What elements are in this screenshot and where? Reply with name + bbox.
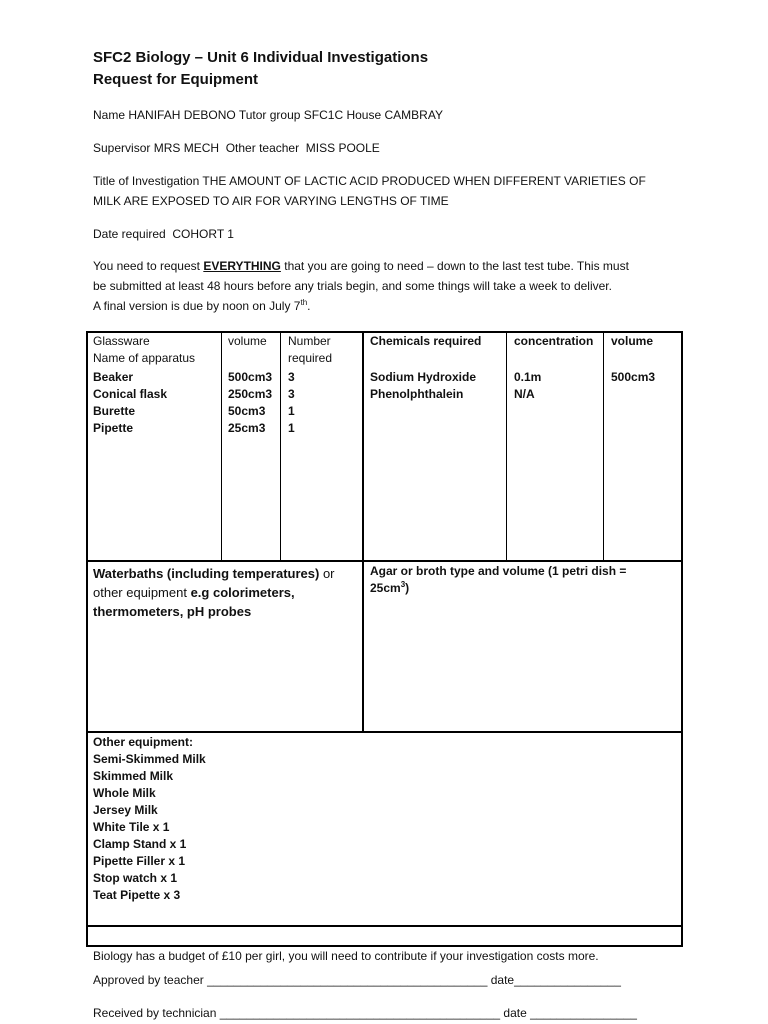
tutor-group-value: SFC1C (303, 108, 344, 122)
investigation-title-line1 (93, 172, 646, 191)
instruction-superscript: th (300, 298, 308, 307)
agar-superscript: 3 (400, 580, 406, 589)
list-item: White Tile x 1 (93, 820, 170, 834)
received-signature-field[interactable]: __________________________________________ (219, 1006, 501, 1020)
glassware-header-line2: Name of apparatus (93, 351, 196, 365)
chemical-concentrations (514, 369, 541, 403)
received-date-field[interactable]: ________________ (530, 1006, 637, 1020)
other-equipment-heading: Other equipment: (93, 735, 194, 749)
instruction-emphasis: EVERYTHING (203, 259, 281, 273)
table-cell: 1 (288, 421, 295, 435)
supervisor-label: Supervisor (93, 141, 151, 155)
list-item: Jersey Milk (93, 803, 158, 817)
divider (86, 731, 683, 733)
table-cell: 3 (288, 387, 295, 401)
table-cell: 250cm3 (228, 387, 273, 401)
approved-date-label: date (490, 973, 515, 987)
table-row: Beaker (93, 370, 134, 384)
number-header-line1: Number (288, 334, 331, 348)
number-header-line2: required (288, 351, 333, 365)
glassware-header-line1: Glassware (93, 334, 150, 348)
agar-line2 (370, 580, 626, 597)
examples-text-2: thermometers, pH probes (93, 604, 252, 619)
supervisor-line (93, 139, 380, 158)
list-item: Pipette Filler x 1 (93, 854, 186, 868)
investigation-value-2: MILK ARE EXPOSED TO AIR FOR VARYING LENGTHS OF TIME (93, 194, 449, 208)
investigation-value-1: THE AMOUNT OF LACTIC ACID PRODUCED WHEN DIFFERENT VARIETIES OF (202, 174, 646, 188)
divider (280, 331, 281, 561)
other-equipment-list (93, 734, 206, 904)
list-item: Clamp Stand x 1 (93, 837, 187, 851)
waterbaths-or: or (319, 566, 335, 581)
table-cell: 500cm3 (611, 370, 656, 384)
agar-line1: Agar or broth type and volume (1 petri dish = (370, 564, 627, 578)
received-date-label: date (503, 1006, 527, 1020)
approved-signature-field[interactable]: __________________________________________ (207, 973, 488, 987)
instruction-text: A final version is due by noon on July 7 (93, 299, 301, 313)
date-required-label: Date required (93, 227, 166, 241)
table-row: Sodium Hydroxide (370, 370, 477, 384)
glassware-header (93, 333, 195, 367)
chemical-volumes (611, 369, 655, 403)
instruction-line-2: be submitted at least 48 hours before any trials begin, and some things will take a week to deliver. (93, 279, 612, 293)
house-value: CAMBRAY (384, 108, 443, 122)
table-cell: 3 (288, 370, 295, 384)
divider (221, 331, 222, 561)
divider (86, 560, 683, 562)
table-cell: 1 (288, 404, 295, 418)
instruction-text: You need to request (93, 259, 200, 273)
table-cell: 50cm3 (228, 404, 266, 418)
concentration-header: concentration (514, 334, 594, 348)
received-by-label: Received by technician (93, 1006, 217, 1020)
supervisor-value: MRS MECH (153, 141, 220, 155)
table-row: Phenolphthalein (370, 387, 464, 401)
other-teacher-label: Other teacher (225, 141, 300, 155)
glassware-volumes (228, 369, 272, 437)
table-cell: N/A (514, 387, 535, 401)
glassware-numbers (288, 369, 295, 437)
waterbaths-label: Waterbaths (including temperatures) (93, 566, 320, 581)
chemicals-header: Chemicals required (370, 334, 482, 348)
glassware-number-header (288, 333, 332, 367)
divider (506, 331, 507, 561)
budget-note: Biology has a budget of £10 per girl, you will need to contribute if your investigation costs more. (93, 949, 599, 963)
other-equipment-text: other equipment (93, 585, 191, 600)
chemical-volume-header: volume (611, 334, 654, 348)
table-cell: 0.1m (514, 370, 542, 384)
house-label: House (346, 108, 382, 122)
approved-date-field[interactable]: ________________ (514, 973, 621, 987)
date-required-line (93, 225, 234, 244)
received-by-line (93, 1004, 637, 1023)
agar-unit: 25cm (370, 581, 401, 595)
page-subtitle: Request for Equipment (93, 71, 259, 88)
instruction-text: . (307, 299, 311, 313)
table-row: Pipette (93, 421, 134, 435)
student-details-line (93, 106, 443, 125)
tutor-group-label: Tutor group (238, 108, 301, 122)
table-cell: 500cm3 (228, 370, 273, 384)
waterbaths-section-label (93, 564, 358, 621)
table-row: Conical flask (93, 387, 168, 401)
divider (86, 925, 683, 927)
instruction-line-3 (93, 297, 310, 316)
table-cell (611, 386, 655, 403)
divider (362, 331, 364, 732)
page-title: SFC2 Biology – Unit 6 Individual Investigations (93, 49, 429, 66)
list-item: Semi-Skimmed Milk (93, 752, 206, 766)
date-required-value: COHORT 1 (172, 227, 234, 241)
approved-by-label: Approved by teacher (93, 973, 204, 987)
list-item: Teat Pipette x 3 (93, 888, 181, 902)
chemical-names (370, 369, 476, 403)
instruction-text: that you are going to need – down to the last test tube. This must (284, 259, 629, 273)
agar-close: ) (405, 581, 410, 595)
list-item: Skimmed Milk (93, 769, 174, 783)
table-row: Burette (93, 404, 136, 418)
table-cell: 25cm3 (228, 421, 266, 435)
name-label: Name (93, 108, 126, 122)
glassware-names (93, 369, 167, 437)
investigation-label: Title of Investigation (93, 174, 200, 188)
name-value: HANIFAH DEBONO (128, 108, 236, 122)
instruction-line-1 (93, 257, 629, 276)
approved-by-line (93, 971, 621, 990)
list-item: Whole Milk (93, 786, 156, 800)
glassware-volume-header: volume (228, 334, 267, 348)
divider (603, 331, 604, 561)
list-item: Stop watch x 1 (93, 871, 178, 885)
agar-section-label (370, 563, 626, 597)
examples-text: e.g colorimeters, (190, 585, 295, 600)
other-teacher-value: MISS POOLE (305, 141, 380, 155)
